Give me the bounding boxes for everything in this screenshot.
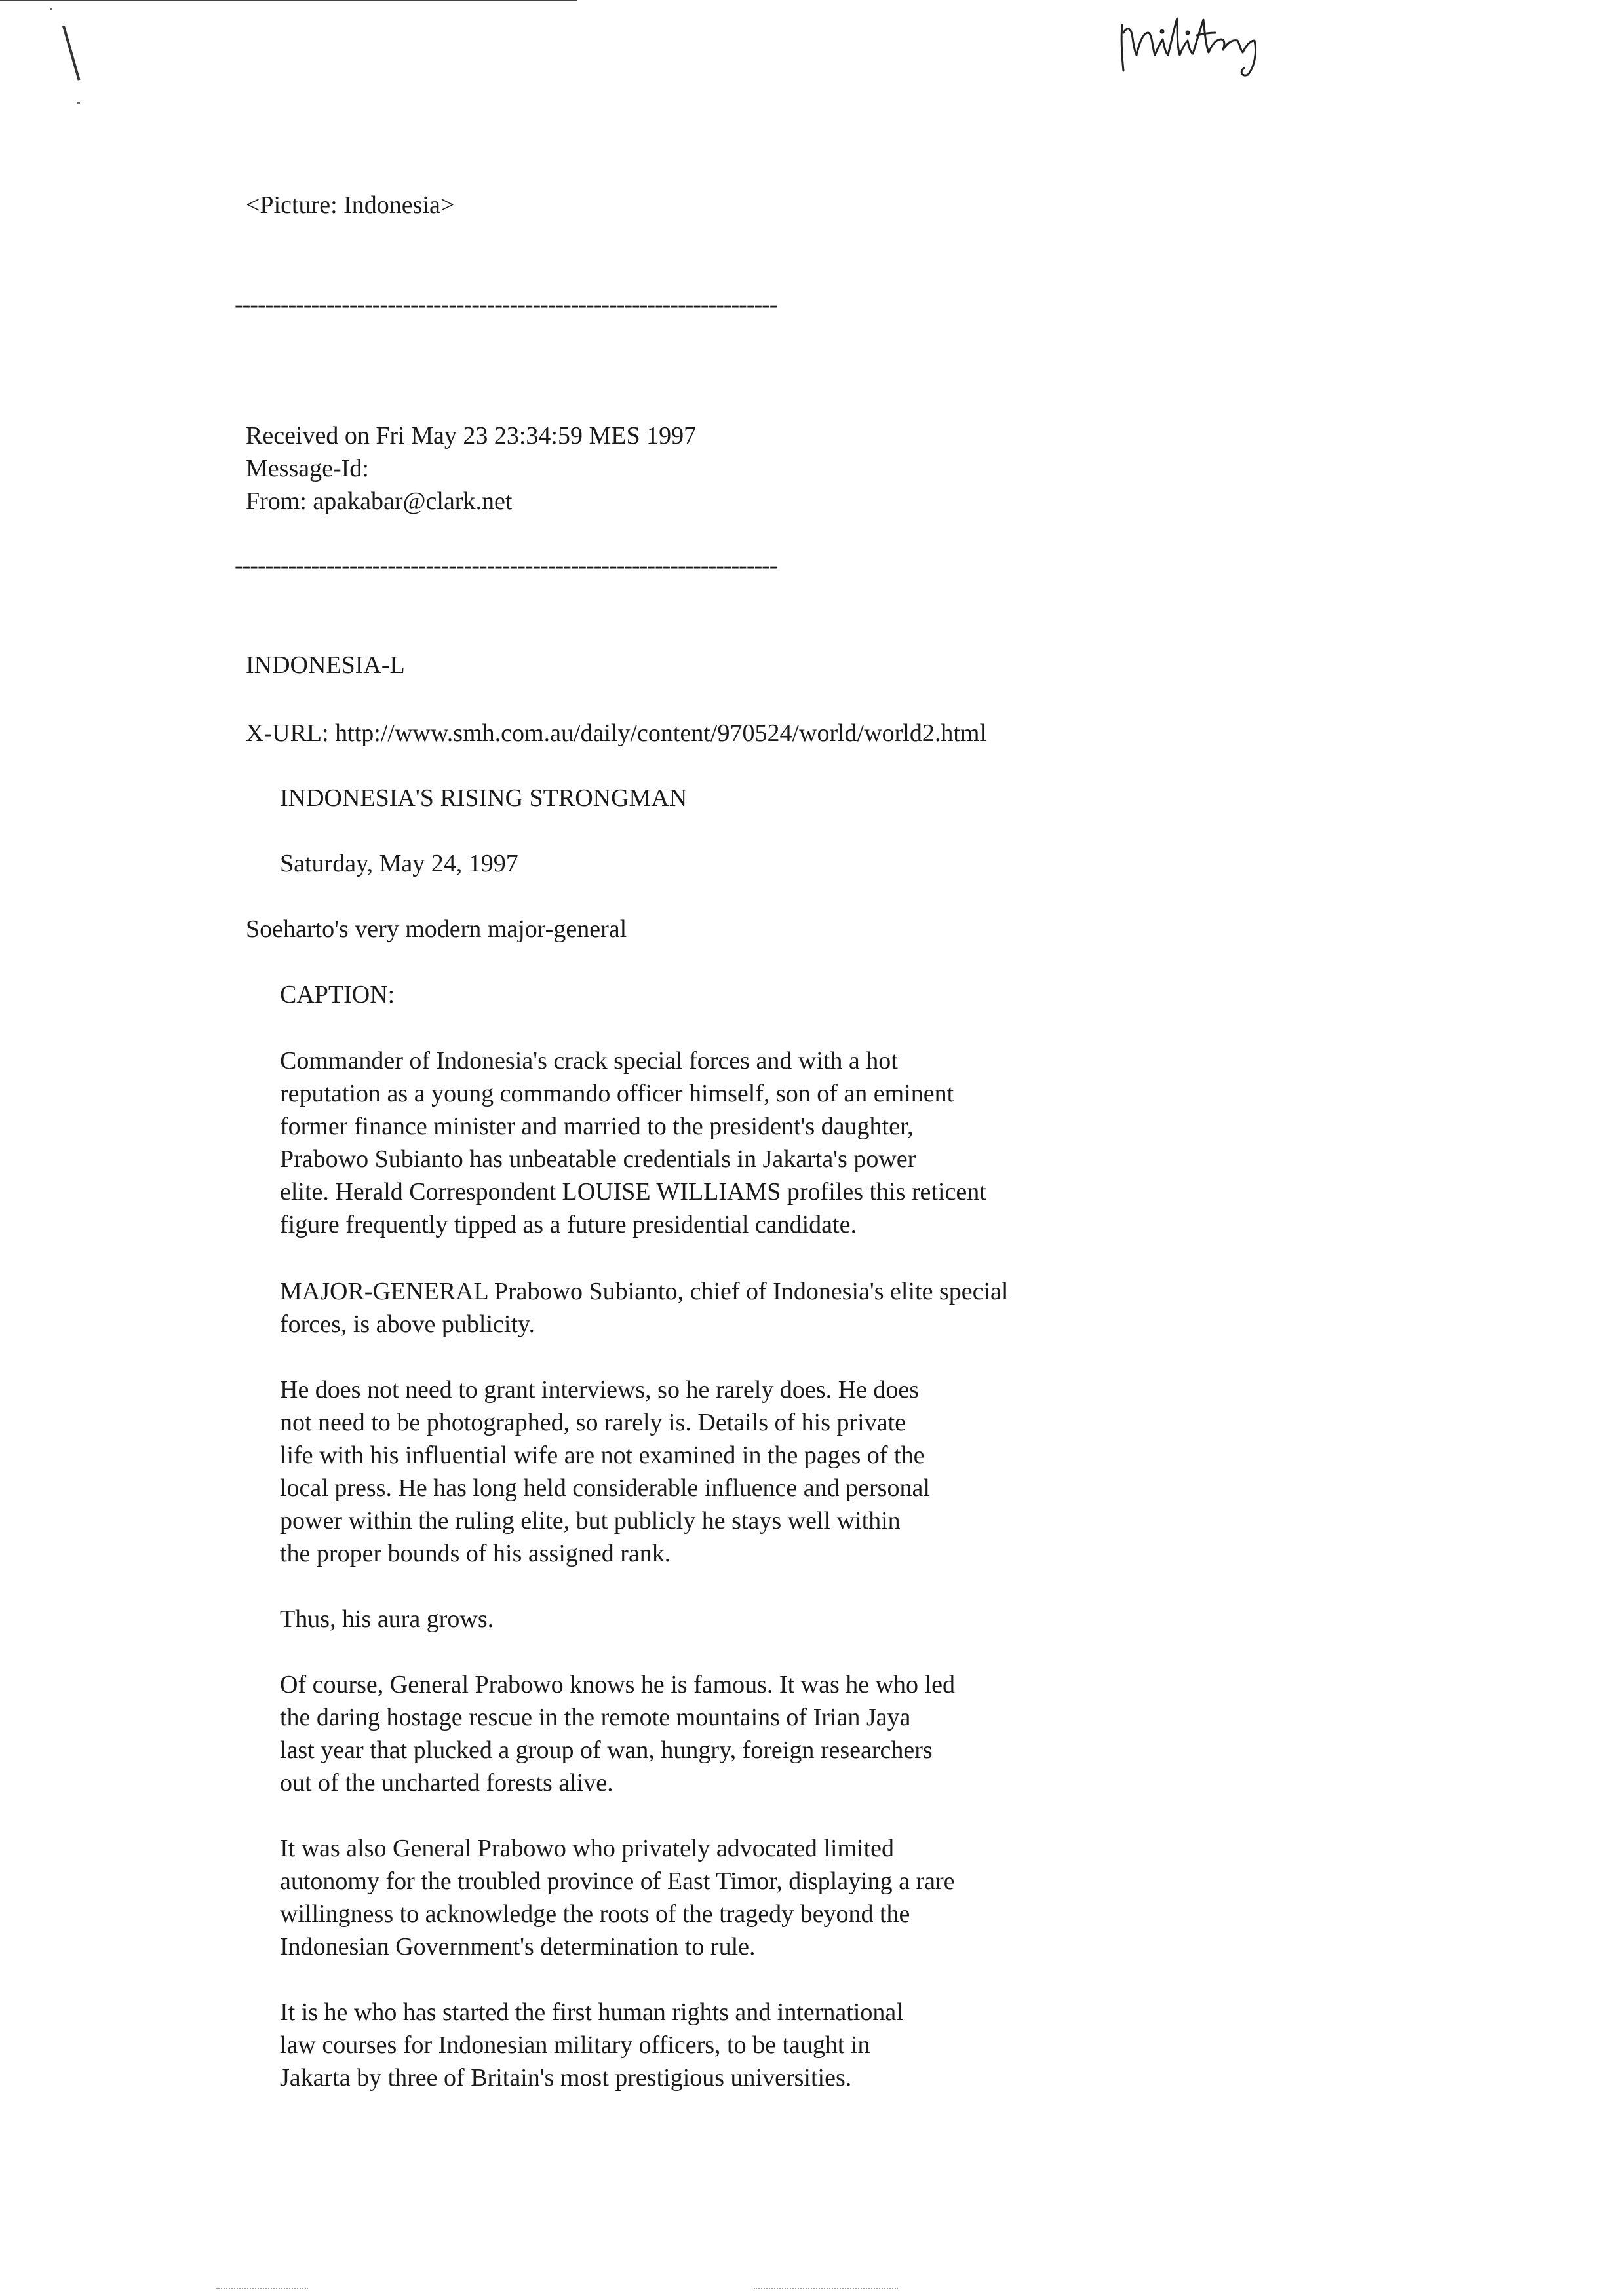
handwritten-military-annotation <box>1114 7 1285 82</box>
picture-placeholder: <Picture: Indonesia> <box>246 191 455 219</box>
paragraph-human-rights-courses: It is he who has started the first human rights and international law courses for Indonesian military officers, to be taught in Jakarta by three of Britain's most prestigious universities. <box>280 1999 903 2092</box>
scan-speck <box>50 8 52 10</box>
paragraph-caption-text: Commander of Indonesia's crack special forces and with a hot reputation as a young commando officer himself, son of an eminent former finance minister and married to the president's daughter, Prabowo Subianto has unbeatable credentials in Jakarta's power elite. Herald Correspondent LOUISE WILLIAMS profiles this reticent figure frequently tipped as a future presidential candidate. <box>280 1047 986 1238</box>
scan-speck <box>77 102 80 104</box>
scan-top-edge <box>0 0 577 1</box>
paragraph-hostage-rescue: Of course, General Prabowo knows he is famous. It was he who led the daring hostage rescue in the remote mountains of Irian Jaya last year that plucked a group of wan, hungry, foreign researchers out of the uncharted forests alive. <box>280 1671 955 1797</box>
paragraph-east-timor: It was also General Prabowo who privately advocated limited autonomy for the troubled province of East Timor, displaying a rare willingness to acknowledge the roots of the tragedy beyond the Indonesian Government's determination to rule. <box>280 1835 955 1961</box>
mailing-list-name: INDONESIA-L <box>246 651 405 679</box>
received-date: Received on Fri May 23 23:34:59 MES 1997 <box>246 422 697 450</box>
scan-pen-mark <box>62 26 81 81</box>
message-id: Message-Id: <box>246 455 369 482</box>
paragraph-aura: Thus, his aura grows. <box>280 1605 494 1633</box>
article-subtitle: Soeharto's very modern major-general <box>246 915 627 943</box>
caption-label: CAPTION: <box>280 981 395 1008</box>
handwriting-scribble <box>1114 7 1285 79</box>
paragraph-interviews: He does not need to grant interviews, so he rarely does. He does not need to be photographed, so rarely is. Details of his private life with his influential wife are not examined in the pages of the local press. He has long held considerable influence and personal power within the ruling elite, but publicly he stays well within the proper bounds of his assigned rank. <box>280 1376 930 1567</box>
separator-line-bottom: ----------------------------------------------------------------------- <box>235 552 777 579</box>
article-date: Saturday, May 24, 1997 <box>280 850 518 877</box>
separator-line-top: ----------------------------------------------------------------------- <box>235 291 777 318</box>
article-headline: INDONESIA'S RISING STRONGMAN <box>280 784 688 812</box>
sender-address: From: apakabar@clark.net <box>246 488 513 515</box>
source-url: X-URL: http://www.smh.com.au/daily/content/970524/world/world2.html <box>246 719 987 747</box>
scan-noise <box>216 2288 308 2292</box>
scan-noise <box>754 2288 898 2292</box>
paragraph-lead: MAJOR-GENERAL Prabowo Subianto, chief of Indonesia's elite special forces, is above publicity. <box>280 1278 1009 1338</box>
